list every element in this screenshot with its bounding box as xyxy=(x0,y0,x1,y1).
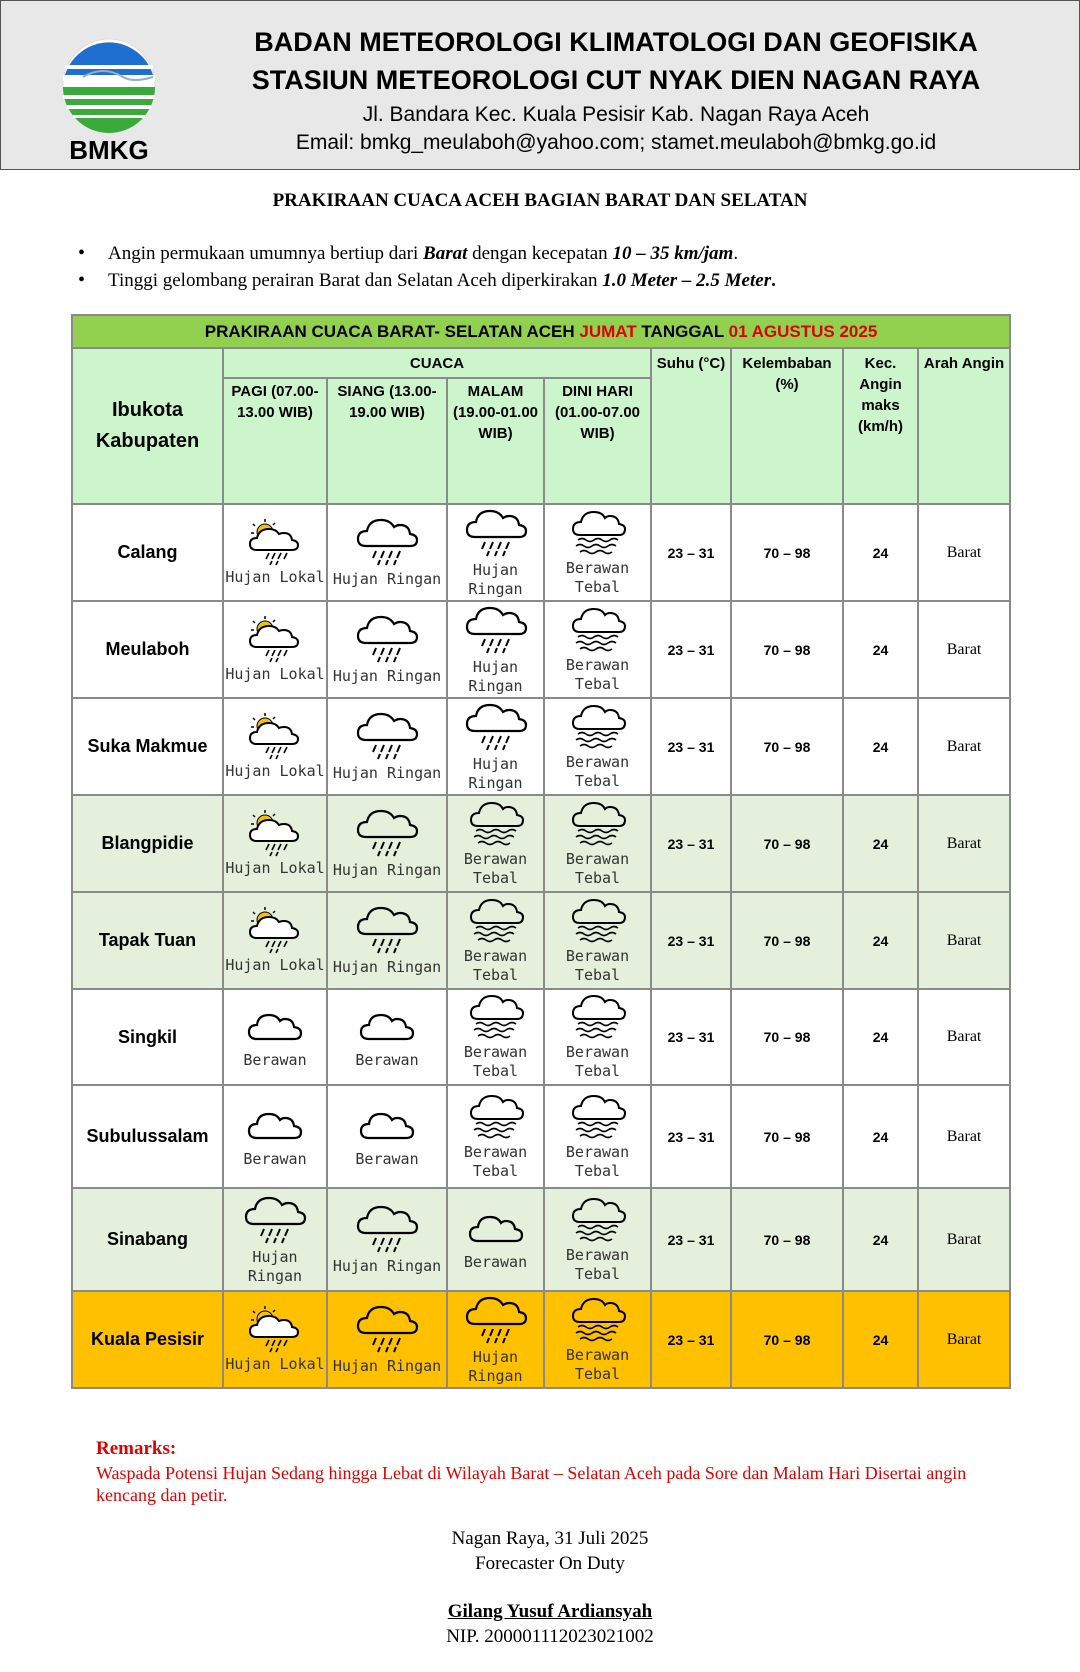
temperature: 23 – 31 xyxy=(651,1188,731,1291)
col-city-header: Ibukota Kabupaten xyxy=(72,348,223,504)
thick-cloud-icon xyxy=(545,509,650,557)
weather-label: Berawan Tebal xyxy=(565,1142,630,1180)
sun-rain-cloud-icon xyxy=(224,712,326,760)
thick-cloud-icon xyxy=(448,800,543,848)
weather-label: Hujan Ringan xyxy=(332,1257,442,1275)
temperature: 23 – 31 xyxy=(651,1085,731,1188)
signature-role: Forecaster On Duty xyxy=(475,1553,625,1574)
weather-label: Berawan Tebal xyxy=(565,1245,630,1283)
wind-speed: 24 xyxy=(843,1085,918,1188)
remarks-title: Remarks: xyxy=(96,1438,177,1459)
weather-label: Berawan Tebal xyxy=(463,1043,528,1080)
summary-bullets xyxy=(78,240,776,294)
weather-label: Hujan Ringan xyxy=(332,861,442,879)
wind-direction: Barat xyxy=(918,504,1010,601)
station-address: Jl. Bandara Kec. Kuala Pesisir Kab. Nagan Raya Aceh xyxy=(362,103,870,126)
city-name: Meulaboh xyxy=(72,601,223,698)
weather-label: Berawan Tebal xyxy=(565,558,630,596)
col-direction-header: Arah Angin xyxy=(918,348,1010,504)
table-row xyxy=(72,1085,1010,1188)
col-siang-header: SIANG (13.00-19.00 WIB) xyxy=(327,378,447,504)
weather-dini xyxy=(544,1085,651,1188)
weather-label: Hujan Ringan xyxy=(468,657,523,695)
weather-label: Hujan Lokal xyxy=(225,956,325,974)
rain-cloud-icon xyxy=(448,604,543,656)
humidity: 70 – 98 xyxy=(731,892,843,989)
weather-pagi xyxy=(223,892,327,989)
city-name: Tapak Tuan xyxy=(72,892,223,989)
weather-label: Hujan Lokal xyxy=(225,1355,325,1373)
table-row xyxy=(72,601,1010,698)
weather-label: Berawan Tebal xyxy=(565,1043,630,1080)
city-name: Blangpidie xyxy=(72,795,223,892)
remarks-text: Waspada Potensi Hujan Sedang hingga Lebat di Wilayah Barat – Selatan Aceh pada Sore dan Malam Hari Disertai angin kencang dan petir. xyxy=(96,1463,967,1505)
weather-siang xyxy=(327,601,447,698)
thick-cloud-icon xyxy=(545,1296,650,1344)
weather-pagi xyxy=(223,698,327,795)
col-malam-header: MALAM (19.00-01.00 WIB) xyxy=(447,378,544,504)
weather-pagi xyxy=(223,504,327,601)
wind-direction: Barat xyxy=(918,1085,1010,1188)
wind-speed: 24 xyxy=(843,1291,918,1388)
signature-name: Gilang Yusuf Ardiansyah xyxy=(447,1601,653,1622)
table-title: PRAKIRAAN CUACA BARAT- SELATAN ACEH JUMAT TANGGAL 01 AGUSTUS 2025 xyxy=(72,315,1010,348)
temperature: 23 – 31 xyxy=(651,1291,731,1388)
table-row xyxy=(72,795,1010,892)
rain-cloud-icon xyxy=(328,807,446,859)
weather-siang xyxy=(327,795,447,892)
humidity: 70 – 98 xyxy=(731,989,843,1085)
forecast-table xyxy=(71,314,1011,1389)
weather-label: Hujan Ringan xyxy=(332,764,442,782)
weather-label: Hujan Ringan xyxy=(332,667,442,685)
station-name: STASIUN METEOROLOGI CUT NYAK DIEN NAGAN RAYA xyxy=(251,65,981,95)
humidity: 70 – 98 xyxy=(731,504,843,601)
document-title: PRAKIRAAN CUACA ACEH BAGIAN BARAT DAN SELATAN xyxy=(272,190,808,211)
sun-rain-cloud-icon xyxy=(224,518,326,566)
thick-cloud-icon xyxy=(545,606,650,654)
weather-malam xyxy=(447,1085,544,1188)
table-row xyxy=(72,892,1010,989)
rain-cloud-icon xyxy=(448,701,543,753)
weather-siang xyxy=(327,1085,447,1188)
signature-place-date: Nagan Raya, 31 Juli 2025 xyxy=(451,1528,649,1549)
weather-label: Berawan xyxy=(355,1050,419,1069)
weather-label: Hujan Ringan xyxy=(247,1247,303,1285)
weather-label: Hujan Ringan xyxy=(468,560,523,598)
table-row xyxy=(72,698,1010,795)
wind-direction: Barat xyxy=(918,989,1010,1085)
weather-pagi xyxy=(223,795,327,892)
city-name: Suka Makmue xyxy=(72,698,223,795)
bmkg-logo xyxy=(53,35,165,165)
weather-label: Berawan xyxy=(355,1150,419,1168)
city-name: Calang xyxy=(72,504,223,601)
wind-speed: 24 xyxy=(843,892,918,989)
weather-pagi xyxy=(223,1188,327,1291)
thick-cloud-icon xyxy=(448,897,543,945)
sun-rain-cloud-icon xyxy=(224,1305,326,1353)
thick-cloud-icon xyxy=(545,800,650,848)
humidity: 70 – 98 xyxy=(731,1188,843,1291)
weather-siang xyxy=(327,989,447,1085)
table-row xyxy=(72,1188,1010,1291)
temperature: 23 – 31 xyxy=(651,504,731,601)
rain-cloud-icon xyxy=(328,516,446,568)
city-name: Subulussalam xyxy=(72,1085,223,1188)
cloud-icon xyxy=(224,1005,326,1049)
wind-direction: Barat xyxy=(918,795,1010,892)
sun-rain-cloud-icon xyxy=(224,906,326,954)
city-name: Kuala Pesisir xyxy=(72,1291,223,1388)
col-weather-header: CUACA xyxy=(223,348,651,378)
weather-label: Hujan Ringan xyxy=(332,570,442,588)
city-name: Singkil xyxy=(72,989,223,1085)
wind-speed: 24 xyxy=(843,1188,918,1291)
station-email: Email: bmkg_meulaboh@yahoo.com; stamet.meulaboh@bmkg.go.id xyxy=(295,131,937,154)
weather-label: Hujan Lokal xyxy=(225,568,325,586)
humidity: 70 – 98 xyxy=(731,698,843,795)
weather-malam xyxy=(447,989,544,1085)
weather-pagi xyxy=(223,989,327,1085)
table-row xyxy=(72,989,1010,1085)
rain-cloud-icon xyxy=(328,613,446,665)
wind-direction: Barat xyxy=(918,1291,1010,1388)
logo-text: BMKG xyxy=(69,135,149,165)
weather-label: Hujan Lokal xyxy=(225,665,325,683)
thick-cloud-icon xyxy=(448,993,543,1041)
wind-speed: 24 xyxy=(843,601,918,698)
col-dini-header: DINI HARI (01.00-07.00 WIB) xyxy=(544,378,651,504)
cloud-icon xyxy=(224,1104,326,1148)
agency-name: BADAN METEOROLOGI KLIMATOLOGI DAN GEOFISIKA xyxy=(254,27,978,57)
weather-label: Hujan Ringan xyxy=(468,1347,523,1385)
city-name: Sinabang xyxy=(72,1188,223,1291)
weather-malam xyxy=(447,601,544,698)
weather-dini xyxy=(544,601,651,698)
rain-cloud-icon xyxy=(328,904,446,956)
signature-nip: NIP. 200001112023021002 xyxy=(446,1626,654,1647)
weather-dini xyxy=(544,1188,651,1291)
weather-label: Berawan xyxy=(243,1150,307,1168)
weather-label: Hujan Lokal xyxy=(225,762,325,780)
weather-label: Berawan Tebal xyxy=(463,1142,528,1180)
temperature: 23 – 31 xyxy=(651,698,731,795)
weather-siang xyxy=(327,504,447,601)
weather-malam xyxy=(447,504,544,601)
weather-dini xyxy=(544,504,651,601)
weather-malam xyxy=(447,892,544,989)
thick-cloud-icon xyxy=(545,1196,650,1244)
sun-rain-cloud-icon xyxy=(224,615,326,663)
rain-cloud-icon xyxy=(328,710,446,762)
wind-direction: Barat xyxy=(918,1188,1010,1291)
humidity: 70 – 98 xyxy=(731,1291,843,1388)
col-humidity-header: Kelembaban (%) xyxy=(731,348,843,504)
rain-cloud-icon xyxy=(224,1194,326,1246)
weather-label: Berawan xyxy=(243,1050,307,1069)
thick-cloud-icon xyxy=(545,703,650,751)
weather-dini xyxy=(544,1291,651,1388)
weather-label: Berawan Tebal xyxy=(565,655,630,693)
wind-direction: Barat xyxy=(918,892,1010,989)
temperature: 23 – 31 xyxy=(651,601,731,698)
wind-speed: 24 xyxy=(843,698,918,795)
col-pagi-header: PAGI (07.00-13.00 WIB) xyxy=(223,378,327,504)
weather-siang xyxy=(327,1188,447,1291)
thick-cloud-icon xyxy=(448,1093,543,1141)
humidity: 70 – 98 xyxy=(731,1085,843,1188)
humidity: 70 – 98 xyxy=(731,601,843,698)
wind-bullet: • Angin permukaan umumnya bertiup dari Barat dengan kecepatan 10 – 35 km/jam. xyxy=(78,240,776,267)
weather-label: Berawan Tebal xyxy=(565,1345,630,1383)
wind-speed: 24 xyxy=(843,795,918,892)
weather-siang xyxy=(327,698,447,795)
cloud-icon xyxy=(328,1005,446,1049)
weather-label: Hujan Ringan xyxy=(332,1357,442,1375)
table-row xyxy=(72,1291,1010,1388)
weather-label: Hujan Ringan xyxy=(332,958,442,976)
col-wind-header: Kec. Angin maks (km/h) xyxy=(843,348,918,504)
rain-cloud-icon xyxy=(328,1203,446,1255)
rain-cloud-icon xyxy=(328,1303,446,1355)
weather-dini xyxy=(544,698,651,795)
weather-dini xyxy=(544,989,651,1085)
weather-pagi xyxy=(223,1291,327,1388)
rain-cloud-icon xyxy=(448,507,543,559)
cloud-icon xyxy=(328,1104,446,1148)
wind-speed: 24 xyxy=(843,989,918,1085)
rain-cloud-icon xyxy=(448,1294,543,1346)
weather-siang xyxy=(327,1291,447,1388)
weather-malam xyxy=(447,1188,544,1291)
weather-label: Berawan Tebal xyxy=(565,946,630,984)
weather-malam xyxy=(447,1291,544,1388)
thick-cloud-icon xyxy=(545,897,650,945)
weather-label: Berawan xyxy=(463,1253,528,1271)
cloud-icon xyxy=(448,1207,543,1251)
weather-label: Berawan Tebal xyxy=(463,849,528,887)
weather-label: Hujan Ringan xyxy=(468,754,523,792)
weather-label: Berawan Tebal xyxy=(565,752,630,790)
wave-bullet: • Tinggi gelombang perairan Barat dan Selatan Aceh diperkirakan 1.0 Meter – 2.5 Meter. xyxy=(78,267,776,294)
sun-rain-cloud-icon xyxy=(224,809,326,857)
weather-malam xyxy=(447,795,544,892)
weather-pagi xyxy=(223,601,327,698)
thick-cloud-icon xyxy=(545,1093,650,1141)
weather-siang xyxy=(327,892,447,989)
temperature: 23 – 31 xyxy=(651,989,731,1085)
weather-label: Berawan Tebal xyxy=(565,849,630,887)
col-temp-header: Suhu (°C) xyxy=(651,348,731,504)
weather-label: Berawan Tebal xyxy=(463,946,528,984)
wind-speed: 24 xyxy=(843,504,918,601)
wind-direction: Barat xyxy=(918,601,1010,698)
weather-dini xyxy=(544,892,651,989)
weather-dini xyxy=(544,795,651,892)
humidity: 70 – 98 xyxy=(731,795,843,892)
weather-malam xyxy=(447,698,544,795)
wind-direction: Barat xyxy=(918,698,1010,795)
weather-pagi xyxy=(223,1085,327,1188)
letterhead xyxy=(0,0,1080,170)
temperature: 23 – 31 xyxy=(651,892,731,989)
weather-label: Hujan Lokal xyxy=(225,859,325,877)
thick-cloud-icon xyxy=(545,993,650,1041)
table-row xyxy=(72,504,1010,601)
temperature: 23 – 31 xyxy=(651,795,731,892)
